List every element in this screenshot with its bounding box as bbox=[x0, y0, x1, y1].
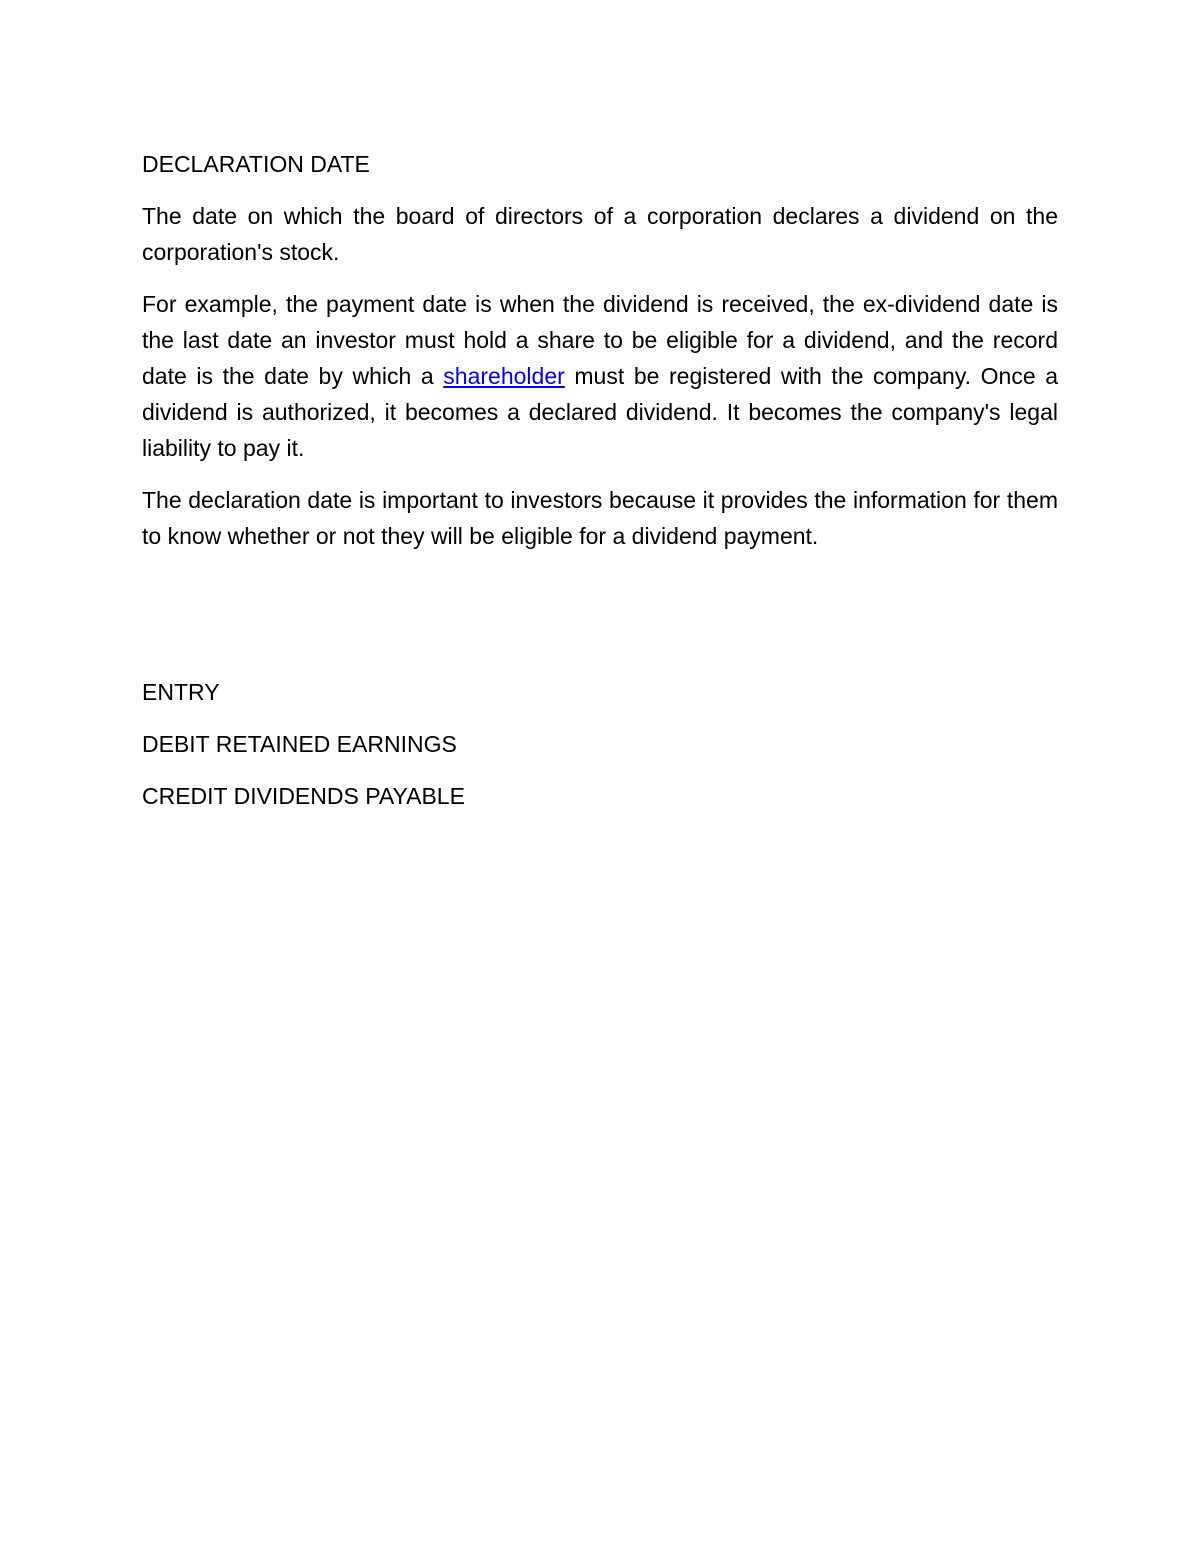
example-text-after-link: must be registered with the company. Once a dividend is authorized, it becomes a declared dividend. It becomes the company's legal liability to pay it. bbox=[142, 363, 1059, 461]
blank-space bbox=[142, 570, 1058, 674]
debit-entry-line: DEBIT RETAINED EARNINGS bbox=[142, 731, 457, 757]
example-paragraph bbox=[142, 286, 1058, 466]
section-heading: DECLARATION DATE bbox=[142, 151, 370, 177]
entry-label: ENTRY bbox=[142, 679, 220, 705]
credit-entry-line: CREDIT DIVIDENDS PAYABLE bbox=[142, 783, 465, 809]
definition-paragraph: The date on which the board of directors of a corporation declares a dividend on the corporation's stock. bbox=[142, 203, 1058, 265]
example-text-before-link: For example, the payment date is when the dividend is received, the ex-dividend date is the last date an investor must hold a share to be eligible for a dividend, and the record date is the date by which a bbox=[142, 291, 1058, 389]
shareholder-link[interactable]: shareholder bbox=[443, 363, 565, 389]
document-body bbox=[142, 146, 1058, 830]
importance-paragraph: The declaration date is important to investors because it provides the information for them to know whether or not they will be eligible for a dividend payment. bbox=[142, 487, 1058, 549]
